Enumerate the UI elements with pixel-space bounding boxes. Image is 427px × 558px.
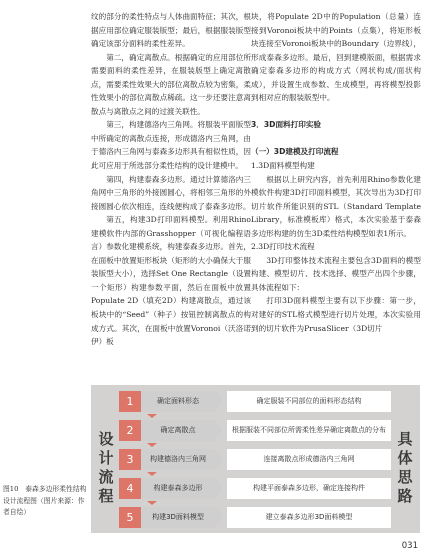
step-number: 3 xyxy=(119,449,141,470)
flow-step-row xyxy=(119,391,391,412)
left-paragraph-5: 第五，构建3D打印面料模型。利用Rhino建模软件内部的Grasshopper（可视化编程语言）参数化建模系统，构建泰森多边形。首先，在面板中放置矩形板块（矩形的大小确保大于服装版型大小），选择Set One Rectangle（设置一个矩形）构建参数平面，然后在面板中放置Populate 2D（填充2D）构建离散点，通过该板块中的“Seed”（种子）按钮控制离散点的构成方式。其次，在面板中放置Voronoi（沃洛诺伊）板 xyxy=(91,215,251,347)
item-heading-1: 1.3D面料模型构建 xyxy=(251,161,315,171)
right-paragraph-2: 根据以上研究内容，首先利用Rhino参数化建模软件构建3D打印面料模型，其次导出为3D打印切片软件所能识别的STL（Standard Template Library，标准模板库）格式，本次实验基于泰森多边形构建的仿生3D柔性结构模型如表1所示。 xyxy=(251,174,421,238)
flow-step-row xyxy=(119,507,391,528)
design-flow-figure xyxy=(91,385,420,533)
item-heading-2: 2.3D打印技术流程 xyxy=(251,242,315,252)
right-paragraph-4: 打印3D面料模型主要有以下步骤：第一步，对建好的STL格式模型进行切片处理，本次实验用到的切片软件为PrusaSlicer（3D切片 xyxy=(251,296,421,333)
step-description: 连接离散点形成德洛内三角网 xyxy=(227,449,391,470)
right-paragraph-3: 3D打印整体技术流程主要包含3D面料的模型构建、模型切片、技术选择、模型产出四个步骤，具体流程如下： xyxy=(251,255,421,292)
step-description: 构建平面泰森多边形，确定连接构件 xyxy=(227,478,391,499)
specific-ideas-label: 具体思路 xyxy=(397,430,413,505)
flow-step-row xyxy=(119,449,391,470)
step-label: 确定面料形态 xyxy=(141,391,215,412)
down-arrow-icon xyxy=(147,414,157,418)
left-paragraph-1: 纹的部分的柔性特点与人体曲面特征；其次，根据应用部位确定服装版型；最后，根据服装版型确定该部分面料的柔性差异。 xyxy=(91,12,251,49)
figure-caption: 图10 泰森多边形柔性结构设计流程图（图片来源：作者自绘） xyxy=(3,485,87,516)
design-process-label: 设计流程 xyxy=(98,430,114,505)
left-paragraph-2: 第二，确定离散点。根据确定的应用部位所需要面料的柔性差异，在服装版型上确定离散点，需要柔性效果大的部位离散点较为密集，柔性效果小的部位离散点稀疏。这一步还要注意离散点与离散点之间的过渡关联性。 xyxy=(91,52,251,116)
step-label: 确定离散点 xyxy=(141,420,215,441)
left-paragraph-4: 第四，构建泰森多边形。通过计算德洛内三角网中三角形的外接圆圆心，将相邻三角形的外接圆圆心依次相连，连线便构成了泰森多边形。 xyxy=(91,174,251,211)
flow-step-row xyxy=(119,420,391,441)
right-paragraph-1: 块，将Populate 2D中的Population（总量）连接到Voronoi板块中的Points（点集），将矩形板块连接至Voronoi板块中的Boundary（边界线），形成泰森多边形。最后，回到建模版面，根据需求确定泰森多边形的构成方式（网状构成/面状构成），并设置生成参数、生成模型，再将模型投影到相对应的服装版型中。 xyxy=(251,12,421,103)
spacer xyxy=(251,105,421,119)
step-number: 5 xyxy=(119,507,141,528)
subsection-heading: （一）3D建模及打印流程 xyxy=(251,147,339,157)
left-paragraph-3: 第三，构建德洛内三角网。将服装平面版型中所确定的离散点连接，形成德洛内三角网，由于德洛内三角网与泰森多边形具有相似性质，因此可应用于所选部分柔性结构的设计建模中。 xyxy=(91,120,251,171)
step-number: 2 xyxy=(119,420,141,441)
flow-step-row xyxy=(119,478,391,499)
down-arrow-icon xyxy=(147,501,157,505)
page-number: 031 xyxy=(401,541,418,551)
step-label: 构建3D面料模型 xyxy=(141,507,215,528)
left-text-column xyxy=(91,10,251,349)
step-description: 确定服装不同部位的面料形态结构 xyxy=(227,391,391,412)
step-label: 构建泰森多边形 xyxy=(141,478,215,499)
step-description: 根据服装不同部位所需柔性差异确定离散点的分布 xyxy=(227,420,391,441)
step-label: 构建德洛内三角网 xyxy=(141,449,215,470)
section-heading: 3．3D面料打印实验 xyxy=(251,120,322,130)
down-arrow-icon xyxy=(147,472,157,476)
step-number: 4 xyxy=(119,478,141,499)
step-number: 1 xyxy=(119,391,141,412)
spacer xyxy=(251,132,421,146)
down-arrow-icon xyxy=(147,443,157,447)
step-description: 建立泰森多边形3D面料模型 xyxy=(227,507,391,528)
right-text-column xyxy=(251,10,421,335)
